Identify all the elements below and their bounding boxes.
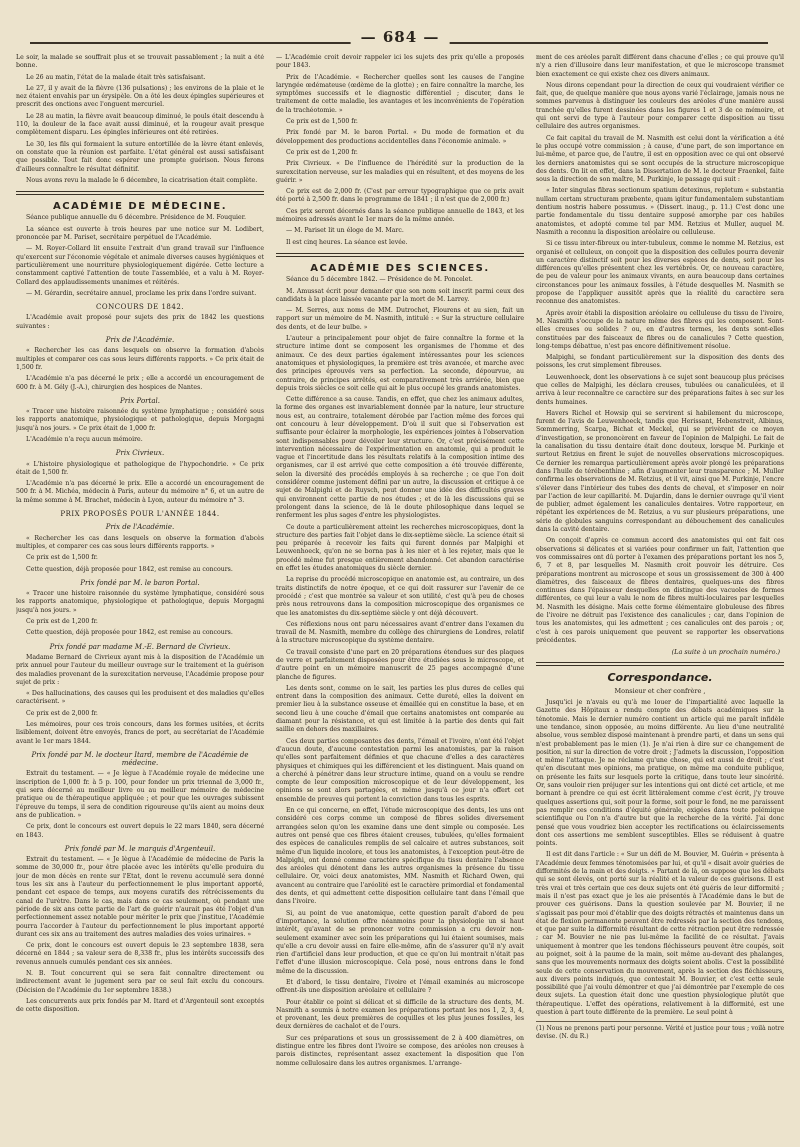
paragraph: L'Académie avait proposé pour sujets des prix de 1842 les questions suivantes : bbox=[16, 314, 264, 330]
paragraph: Malpighi, se fondant particulièrement sur la disposition des dents des poissons, les crut simplement fibreuses. bbox=[536, 354, 784, 370]
prize-heading: Prix fondé par M. le marquis d'Argenteuil. bbox=[64, 844, 216, 853]
paragraph: Sur ces préparations et sous un grossissement de 2 à 400 diamètres, on distingue entre les fibres dont l'ivoire se compose, des aréoles non creuses à parois distinctes, représentant assez exactement la disposition que l'on nomme cellulosaire dans les autres organismes. L'arrange- bbox=[276, 1034, 524, 1067]
paragraph: Si, au point de vue anatomique, cette question paraît d'abord de peu d'importance, la solution offre néanmoins pour la physiologie un si haut intérêt, qu'avant de se prononcer votre commission a cru devoir non-seulement examiner avec soin les préparations qui lui étaient soumises, mais qu'elle a cru devoir aussi en faire elle-même, afin de s'assurer qu'il n'y avait rien d'artificiel dans leur production, et que ce qu'on lui montrait n'était pas l'effet d'une illusion microscopique. Cela posé, nous entrons dans le fond même de la discussion. bbox=[276, 909, 524, 975]
paragraph: Extrait du testament. — « Je lègue à l'Académie de médecine de Paris la somme de 30,000 fr., pour être placée avec les intérêts qu'elle produira du jour de mon décès en rente sur l'Etat, dont le revenu accumulé sera donné tous les six ans à l'auteur du perfectionnement le plus important apporté, pendant cet espace de temps, aux moyens curatifs des rétrécissements du canal de l'urètre. Dans le cas, mais dans ce cas seulement, où pendant une période de six ans cette partie de l'art de guérir n'aurait pas été l'objet d'un perfectionnement assez notable pour mériter le prix que j'institue, l'Académie pourra l'accorder à l'auteur du perfectionnement le plus important apporté durant ces six ans au traitement des autres maladies des voies urinaires. » bbox=[16, 856, 264, 938]
intro-paragraph: Nous avons revu la malade le 6 décembre, la cicatrisation était complète. bbox=[26, 176, 258, 184]
paragraph: Les concurrents aux prix fondés par M. Itard et d'Argenteuil sont exceptés de cette disposition. bbox=[16, 997, 264, 1014]
paragraph: Prix de l'Académie. « Rechercher quelles sont les causes de l'angine laryngée œdémateuse (œdème de la glotte) ; en faire connaître la marche, les symptômes successifs et le diagnostic différentiel ; discuter, dans le traitement de cette maladie, les avantages et les inconvénients de l'opération de la trachéotomie. » bbox=[276, 73, 524, 114]
intro-paragraph: Le soir, la malade se souffrait plus et se trouvait passablement ; la nuit a été bonne. bbox=[16, 54, 264, 70]
paragraph: L'Académie n'a pas décerné le prix ; elle a accordé un encouragement de 600 fr. à M. Gély (J.-A.), chirurgien des hospices de Nantes. bbox=[16, 375, 264, 391]
prize-heading: Prix de l'Académie. bbox=[105, 336, 175, 345]
paragraph: Ce doute a particulièrement atteint les recherches microscopiques, dont la structure des parties fait l'objet dans le dix-septième siècle. La science était si peu préparée à recevoir les faits qui furent donnés par Malpighi et Leuwenhoeck, qu'on ne se borna pas à les nier et à les rejeter, mais que le procédé même fut presque entièrement abandonné. Cet abandon caractérise en effet les études anatomiques du siècle dernier. bbox=[276, 523, 524, 573]
paragraph: Nous dirons cependant pour la direction de ceux qui voudraient vérifier ce fait, que, de quelque manière que nous ayons varié l'éclairage, jamais nous ne sommes parvenus à distinguer les couleurs des aréoles d'une manière aussi tranchée qu'elles furent dessinées dans les figures 1 et 3 de ce mémoire, et qui ont servi de type à l'auteur pour comparer cette disposition au tissu cellulaire des autres organismes. bbox=[536, 81, 784, 131]
prize-heading: Prix Portal. bbox=[120, 396, 160, 405]
paragraph: « Rechercher les cas dans lesquels on observe la formation d'abcès multiples, et comparer ces cas sous leurs différents rapports. » bbox=[16, 534, 264, 550]
prize-heading: Prix Civrieux. bbox=[115, 449, 165, 458]
paragraph: Les mémoires, pour ces trois concours, dans les formes usitées, et écrits lisiblement, doivent être envoyés, francs de port, au secrétariat de l'Académie avant le 1er mars 1844. bbox=[16, 721, 264, 745]
paragraph: Cette question, déjà proposée pour 1842, est remise au concours. bbox=[26, 565, 233, 573]
section-title-academie-medecine: ACADÉMIE DE MÉDECINE. bbox=[52, 201, 228, 213]
column-right bbox=[536, 54, 784, 1144]
paragraph: Ces prix seront décernés dans la séance publique annuelle de 1843, et les mémoires adressés avant le 1er mars de la même année. bbox=[276, 207, 524, 224]
paragraph: M. Amussat écrit pour demander que son nom soit inscrit parmi ceux des candidats à la place laissée vacante par la mort de M. Larrey. bbox=[276, 287, 524, 303]
paragraph: Si ce tissu inter-fibreux ou inter-tubuleux, comme le nomme M. Retzius, est organisé et celluleux, on conçoit que la disposition des cellules pourra devenir un caractère distinctif soit pour les diverses espèces de dents, soit pour les différences qu'elles présentent chez les vertébrés. Or, ce nouveau caractère, de peu de valeur pour les animaux vivants, en aura beaucoup dans certaines circonstances pour les animaux fossiles, à l'étude desquelles M. Nasmith se propose de l'appliquer aussitôt après que la réalité du caractère sera reconnue des anatomistes. bbox=[536, 240, 784, 306]
paragraph: L'Académie n'a reçu aucun mémoire. bbox=[26, 435, 143, 443]
session-line: Séance publique annuelle du 6 décembre. Présidence de M. Fouquier. bbox=[26, 214, 246, 222]
intro-paragraph: Le 30, les fils qui formaient la suture entortillée de la lèvre étant enlevés, on constate que la réunion est parfaite. L'état général est aussi satisfaisant que possible. Tout fait donc espérer une prompte guérison. Nous ferons d'ailleurs connaître le résultat définitif. bbox=[16, 140, 264, 173]
paragraph: Ce travail consiste d'une part en 20 préparations étendues sur des plaques de verre et parfaitement disposées pour être étudiées sous le microscope, et d'autre point en un mémoire manuscrit de 25 pages accompagné d'une planche de figures. bbox=[276, 648, 524, 681]
paragraph: ment de ces aréoles paraît différent dans chacune d'elles ; ce qui prouve qu'il n'y a rien d'illusoire dans leur manifestation, et que le microscope transmet bien exactement ce qui existe chez ces divers animaux. bbox=[536, 54, 784, 78]
section-divider bbox=[16, 191, 264, 195]
paragraph: « Des hallucinations, des causes qui les produisent et des maladies qu'elles caractérisent. » bbox=[16, 690, 264, 706]
paragraph: « L'histoire physiologique et pathologique de l'hypochondrie. » Ce prix était de 1,500 fr. bbox=[16, 460, 264, 476]
paragraph: Pour établir ce point si délicat et si difficile de la structure des dents, M. Nasmith a soumis à notre examen les préparations portant les nos 1, 2, 3, 4, et provenant, les deux premières de coquilles et les plus jeunes fossiles, les deux dernières de cachalot et de l'ours. bbox=[276, 998, 524, 1031]
page-number: — 684 — bbox=[351, 28, 450, 46]
paragraph: Ces réflexions nous ont paru nécessaires avant d'entrer dans l'examen du travail de M. Nasmith, membre du collège des chirurgiens de Londres, relatif à la structure microscopique du système dentaire. bbox=[276, 620, 524, 645]
paragraph: Ce prix est de 2,000 fr. (C'est par erreur typographique que ce prix avait été porté à 2,500 fr. dans le programme de 1841 ; il n'est que de 2,000 fr.) bbox=[276, 188, 524, 204]
intro-paragraph: Le 26 au matin, l'état de la malade était très satisfaisant. bbox=[26, 73, 206, 81]
section-title-academie-sciences: ACADÉMIE DES SCIENCES. bbox=[310, 262, 490, 274]
paragraph: Havers Richel et Howsip qui se servirent si habilement du microscope, furent de l'avis de Leuwenhoeck, tandis que Herissant, Hebenstreit, Albinus, Sœmmerring, Scarpa, Bichat et Meckel, qui se privèrent de ce moyen d'investigation, se prononcèrent en faveur de l'opinion de Malpighi. Le fait de la canalisation du tissu dentaire était donc douteux, lorsque M. Purkinje et surtout Retzius en firent le sujet de nouvelles observations microscopiques. Ce dernier les remarqua particulièrement après avoir plongé les préparations dans l'huile de térébenthine ; afin d'augmenter leur transparence ; M. Muller confirma les observations de M. Retzius, et il vit, ainsi que M. Purkinje, l'encre s'élever dans l'intérieur des tubes des dents de cheval, et s'imposer en noir par l'action de leur capillarité. M. Dujardin, dans le dernier ouvrage qu'il vient de publier, admet également les canalicules dentaires. Votre rapporteur, en répétant les expériences de M. Retzius, a vu sur plusieurs préparations, une série de globules sanguins correspondant au débouchement des canalicules dans la cavité dentaire. bbox=[536, 409, 784, 534]
prize-heading: Prix de l'Académie. bbox=[105, 523, 175, 532]
paragraph: L'auteur a principalement pour objet de faire connaître la forme et la structure intime dont se composent les organismes de l'homme et des animaux. Ce des deux parties également intéressantes pour les sciences anatomiques et physiologiques, la première est très avancée, et marche avec des principes éprouvés vers sa perfection. La seconde, dépourvue, au contraire, de principes arrêtés, est comparativement très arriérée, bien que depuis trois siècles ce soit celle qui ait le plus occupé les grands anatomistes. bbox=[276, 335, 524, 392]
paragraph: Ces deux parties composantes des dents, l'émail et l'ivoire, n'ont été l'objet d'aucun doute, d'aucune contestation parmi les anatomistes, par la raison qu'elles sont parfaitement définies et que chacune d'elles a des caractères physiques et chimiques qui les différencient et les distinguent. Mais quand on a cherché à pénétrer dans leur structure intime, quand on a voulu se rendre compte de leur composition microscopique et de leur développement, les opinions se sont alors partagées, et même jusqu'à ce jour n'a offert cet ensemble de preuves qui portent la conviction dans tous les esprits. bbox=[276, 737, 524, 803]
paragraph: Extrait du testament. — « Je lègue à l'Académie royale de médecine une inscription de 1,000 fr. à 5 p. 100, pour fonder un prix triennal de 3,000 fr., qui sera décerné au meilleur livre ou au meilleur mémoire de médecine pratique ou de thérapeutique appliquée ; et pour que les ouvrages subissent l'épreuve du temps, il sera de condition rigoureuse qu'ils aient au moins deux ans de publication. » bbox=[16, 770, 264, 819]
paragraph: Leuwenhoeck, dont les observations à ce sujet sont beaucoup plus précises que celles de Malpighi, les déclara creuses, tubulées ou canaliculées, et il arriva à leur reconnaître ce caractère sur des préparations faites à sec sur les dents humaines. bbox=[536, 373, 784, 406]
paragraph: « Tracer une histoire raisonnée du système lymphatique, considéré sous les rapports anatomique, physiologique et pathologique, depuis Morgagni jusqu'à nos jours. » bbox=[16, 590, 264, 614]
page-header bbox=[16, 14, 784, 54]
paragraph: « Inter singulas fibras sectionum spatium detexinus, repletum « substantia nullam certam structuram præbente, quam igitur fundamentalem substantiam dentium nostris habere possumus. » (Dissert. inaug., p. 11.) C'est donc une partie fondamentale du tissu dentaire supposé amorphe par ces habiles anatomistes, et adopté comme tel par MM. Retzius et Muller, auquel M. Nasmith a reconnu la disposition aréolaire ou celluleuse. bbox=[536, 187, 784, 236]
paragraph: Ce prix est de 1,500 fr. bbox=[286, 118, 358, 126]
paragraph: En ce qui concerne, en effet, l'étude microscopique des dents, les uns ont considéré ces corps comme un composé de fibres solides diversement arrangées selon qu'on les examine dans une dent simple ou composée. Les autres ont pensé que ces fibres étaient creuses, tubulées, qu'elles formaient des espèces de canalicules remplis de sel calcaire et autres substances, soit même d'un liquide incolore, et tous les anatomistes, à l'exception peut-être de Malpighi, ont donné comme caractère spécifique du tissu dentaire l'absence des aréoles qui dénotent dans les autres organismes la présence du tissu cellulaire. Or, voici deux anatomistes, MM. Nasmith et Richard Owen, qui avancent au contraire que l'aréolité est le caractère primordial et fondamental des dents, et qui admettent cette disposition cellulaire tant dans l'émail que dans l'ivoire. bbox=[276, 807, 524, 906]
paragraph: Ce prix est de 2,000 fr. bbox=[26, 709, 98, 717]
prix-1844-title: PRIX PROPOSÉS POUR L'ANNÉE 1844. bbox=[60, 510, 220, 519]
paragraph: L'Académie n'a pas décerné le prix. Elle a accordé un encouragement de 500 fr. à M. Michéa, médecin à Paris, auteur du mémoire n° 6, et un autre de la même somme à M. Brachet, médecin à Lyon, auteur du mémoire n° 3. bbox=[16, 480, 264, 504]
paragraph: Prix fondé par M. le baron Portal. « Du mode de formation et du développement des productions accidentelles dans l'économie animale. » bbox=[276, 129, 524, 145]
session-line: Séance du 5 décembre 1842. — Présidence de M. Poncelet. bbox=[286, 276, 473, 284]
prize-heading: Prix fondé par M. le baron Portal. bbox=[80, 578, 200, 587]
prize-heading: Prix fondé par madame M.-E. Bernard de Civrieux. bbox=[49, 642, 231, 651]
prize-heading: Prix fondé par M. le docteur Itard, membre de l'Académie de médecine. bbox=[31, 750, 249, 768]
paragraph: Ce prix est de 1,500 fr. bbox=[26, 554, 98, 562]
column-middle bbox=[276, 54, 524, 1144]
paragraph: La séance est ouverte à trois heures par une notice sur M. Lodibert, prononcée par M. Pariset, secrétaire perpétuel de l'Académie. bbox=[16, 225, 264, 242]
section-divider bbox=[276, 253, 524, 257]
paragraph: « Tracer une histoire raisonnée du système lymphatique ; considéré sous les rapports anatomique, physiologique et pathologique, depuis Morgagni jusqu'à nos jours. » Ce prix était de 1,000 fr. bbox=[16, 408, 264, 432]
paragraph: Madame Bernard de Civrieux ayant mis à la disposition de l'Académie un prix annuel pour l'auteur du meilleur ouvrage sur le traitement et la guérison des maladies provenant de la surexcitation nerveuse, l'Académie propose pour sujet de prix : bbox=[16, 653, 264, 686]
salutation: Monsieur et cher confrère , bbox=[614, 686, 706, 695]
paragraph: Les dents sont, comme on le sait, les parties les plus dures de celles qui entrent dans la composition des animaux. Cette dureté, elles la doivent en premier lieu à la substance osseuse et émaillée qui en constitue la base, et en second lieu à une couche d'émail que certains anatomistes ont comparée au diamant pour la résistance, et qui est limitée à la partie des dents qui fait saillie en dehors des maxillaires. bbox=[276, 684, 524, 734]
paragraph: Ce prix est de 1,200 fr. bbox=[26, 618, 98, 626]
continued-note: (La suite à un prochain numéro.) bbox=[671, 648, 780, 657]
paragraph: — L'Académie croit devoir rappeler ici les sujets des prix qu'elle a proposés pour 1843. bbox=[276, 54, 524, 70]
paragraph: Il est dit dans l'article : « Sur un défi de M. Bouvier, M. Guérin « présenta à l'Académie deux femmes ténotomisées par lui, et qu'il « disait avoir guéries de difformités de la main et des doigts. » Partant de là, on suppose que les débats qui se sont élevés, ont porté sur la réalité et la valeur de ces guérisons. Il est très vrai et très certain que ces deux sujets ont été guéris de leur difformité ; mais il n'est pas exact que je les aie présentés à l'Académie dans le but de prouver ces guérisons. Dans la question soulevée par M. Bouvier, il ne s'agissait pas pour moi d'établir que des doigts rétractés et maintenus dans un état de flexion permanente peuvent être redressés par la section des tendons, et que par suite la difformité résultant de cette rétraction peut être redressée ; car M. Bouvier ne nie pas lui-même la facilité de ce résultat. J'avais uniquement à montrer que les tendons fléchisseurs peuvent être coupés, soit au poignet, soit à la paume de la main, soit même au-devant des phalanges, sans que les mouvements normaux des doigts soient abolis. C'est la possibilité seule de cette conservation du mouvement, après la section des fléchisseurs, aux divers points indiqués, que contestait M. Bouvier, et c'est cette seule possibilité que j'ai voulu démontrer et que j'ai démontrée par l'exemple de ces deux sujets. La question était donc une question physiologique plutôt que thérapeutique. L'effet des opérations, relativement à la difformité, est une question à part toute différente de la première. Le seul point à bbox=[536, 851, 784, 1017]
paragraph: — M. Gérardin, secrétaire annuel, proclame les prix dans l'ordre suivant. bbox=[26, 289, 257, 297]
paragraph: — M. Serres, aux noms de MM. Dutrochet, Flourens et au sien, fait un rapport sur un mémoire de M. Nasmith, intitulé : « Sur la structure cellulaire des dents, et de leur bulbe. » bbox=[276, 307, 524, 331]
section-title-correspondance: Correspondance. bbox=[607, 671, 713, 685]
footnote: (1) Nous ne prenons parti pour personne. Vérité et justice pour tous ; voilà notre devise. (N. du R.) bbox=[536, 1021, 784, 1041]
concours-title: CONCOURS DE 1842. bbox=[96, 303, 184, 312]
paragraph: Ce fait capital du travail de M. Nasmith est celui dont la vérification a été le plus occupé votre commission ; à cause, d'une part, de son importance en lui-même, et parce que, de l'autre, il est en opposition avec ce qui ont observé les derniers anatomistes qui se sont occupés de la structure microscopique des dents. On lit en effet, dans la Dissertation de M. le docteur Fraenkel, faite sous la direction de son maître, M. Purkinje, le passage qui suit : bbox=[536, 134, 784, 184]
paragraph: Ce prix est de 1,200 fr. bbox=[286, 148, 358, 156]
columns bbox=[16, 54, 784, 1144]
paragraph: N. B. Tout concurrent qui se sera fait connaître directement ou indirectement avant le jugement sera par ce seul fait exclu du concours. (Décision de l'Académie du 1er septembre 1838.) bbox=[16, 970, 264, 994]
section-divider bbox=[536, 662, 784, 666]
paragraph: Cette question, déjà proposée pour 1842, est remise au concours. bbox=[26, 629, 233, 637]
paragraph: — M. Pariset lit un éloge de M. Marc. bbox=[286, 227, 404, 235]
paragraph: Prix Civrieux. « De l'influence de l'hérédité sur la production de la surexcitation nerveuse, sur les maladies qui en résultent, et des moyens de les guérir. » bbox=[276, 160, 524, 184]
paragraph: — M. Royer-Collard lit ensuite l'extrait d'un grand travail sur l'influence qu'exercent sur l'économie végétale et animale diverses causes hygiéniques et particulièrement une nourriture physiologiquement digérée. Cette lecture a constamment captivé l'attention de toute l'assemblée, et a valu à M. Royer-Collard des applaudissements unanimes et réitérés. bbox=[16, 245, 264, 286]
intro-paragraph: Le 27, il y avait de la fièvre (136 pulsations) ; les environs de la plaie et le nez étaient envahis par un érysipèle. On a ôté les deux épingles supérieures et prescrit des onctions avec l'onguent mercuriel. bbox=[16, 84, 264, 109]
paragraph: « Rechercher les cas dans lesquels on observe la formation d'abcès multiples et comparer ces cas sous leurs différents rapports. » Ce prix était de 1,500 fr. bbox=[16, 347, 264, 371]
paragraph: Jusqu'ici je n'avais eu qu'à me louer de l'impartialité avec laquelle la Gazette des Hôpitaux a rendu compte des débats académiques sur la ténotomie. Mais le dernier numéro contient un article qui me paraît infidèle une tendance, sinon opposée, au moins différente. Au lieu d'une neutralité absolue, vous semblez disposé maintenant à prendre parti, et dans un sens qui n'est probablement pas le mien (1). Je n'ai rien à dire sur ce changement de position, ni sur la direction de votre droit ; J'admets la discussion, l'opposition et même l'attaque. Je ne réclame qu'une chose, qui est aussi de droit ; c'est qu'en discutant mes opinions, ma pratique, on même ma conduite publique, on présente les faits sur lesquels porte la critique, dans toute leur sincérité. Or, sans vouloir rien préjuger sur les intentions qui ont dicté cet article, et me bornant à prendre ce qui est écrit littéralement comme c'est écrit, j'y trouve quelques assertions qui, soit pour la forme, soit pour le fond, ne me paraissent pas remplir ces conditions d'équité générale, exigées dans toute polémique scientifique ou l'on n'a d'autre but que la recherche de la vérité. J'ai donc pensé que vous voudriez bien accepter les rectifications ou éclaircissements dont ces assertions me semblent susceptibles. Elles se réduisent à quatre points. bbox=[536, 699, 784, 848]
paragraph: Après avoir établi la disposition aréolaire ou celluleuse du tissu de l'ivoire, M. Nasmith s'occupe de la nature même des fibres qui les composent. Sont-elles creuses ou solides ? ou, en d'autres termes, les dents sont-elles constituées par des faisceaux de fibres ou de canalicules ? Cette question, long-temps débattue, n'est pas encore définitivement résolue. bbox=[536, 309, 784, 350]
paragraph: Il est cinq heures. La séance est levée. bbox=[286, 238, 408, 246]
paragraph: Cette différence a sa cause. Tandis, en effet, que chez les animaux adultes, la forme des organes est invariablement donnée par la nature, leur structure nous est, au contraire, totalement dérobée par l'action même des forces qui ont concouru à leur développement. D'où il suit que si l'observation est suffisante pour éclairer la morphologie, les expériences jointes à l'observation sont indispensables pour dévoiler leur structure. Or, c'est précisément cette intervention nécessaire de l'expérimentation en anatomie, qui a produit le vague et l'incertitude dans les résultats relatifs à la composition intime des organismes, car il est arrivé que cette composition a été trouvée différente, selon la diversité des procédés employés à sa recherche ; ce que l'on doit considérer comme justement défini par un autre, la discussion et critique à ce sujet de Malpighi et de Ruysch, peut donner une idée des difficultés graves qui environnent cette partie de nos études ; et de là les discussions qui se prolongent dans la science, de là le doute philosophique dans lequel se renferment les plus sages d'entre les physiologistes. bbox=[276, 396, 524, 520]
paragraph: La reprise du procédé microscopique en anatomie est, au contraire, un des traits distinctifs de notre époque, et ce qui doit rassurer sur l'avenir de ce procédé ; c'est que montrée sa valeur et son utilité, c'est qu'à peu de choses près nous retrouvons dans la composition microscopique des organismes ce que les anatomistes du dix-septième siècle y ont déjà découvert. bbox=[276, 576, 524, 617]
intro-paragraph: Le 28 au matin, la fièvre avait beaucoup diminué, le pouls était descendu à 110, la douleur de la face avait aussi diminué, et la rougeur avait presque complètement disparu. Les épingles inférieures ont été retirées. bbox=[16, 112, 264, 137]
column-left bbox=[16, 54, 264, 1144]
paragraph: Ce prix, dont le concours est ouvert depuis le 22 mars 1840, sera décerné en 1843. bbox=[16, 823, 264, 839]
paragraph: On conçoit d'après ce commun accord des anatomistes qui ont fait ces observations si délicates et si variées pour confirmer un fait, l'attention que vos commissaires ont dû porter à l'examen des préparations portant les nos 5, 6, 7 et 8, par lesquelles M. Nasmith croit pouvoir les détruire. Ces préparations montrent au microscope et sous un grossissement de 300 à 400 diamètres, des faisceaux de fibres dentaires, quelques-uns des fibres continues dans l'épaisseur desquelles on distingue des vacuoles de formes différentes, ce qui leur a valu le nom de fibres multi-loculaires par lesquelles M. Nasmith les désigne. Mais cette forme élémentaire globuleuse des fibres de l'ivoire ne détruit pas l'existence des canalicules ; car, dans l'opinion de tous les anatomistes, qui les admettent ; ces canalicules ont des parois ; or, c'est à ces parois uniquement que peuvent se rapporter les observations précédentes. bbox=[536, 537, 784, 644]
paragraph: Ce prix, dont le concours est ouvert depuis le 23 septembre 1838, sera décerné en 1844 ; sa valeur sera de 8,338 fr., plus les intérêts successifs des revenus annuels cumulés pendant ces six années. bbox=[16, 942, 264, 966]
paragraph: Et d'abord, le tissu dentaire, l'ivoire et l'émail examinés au microscope offrent-ils une disposition aréolaire et cellulaire ? bbox=[276, 978, 524, 995]
